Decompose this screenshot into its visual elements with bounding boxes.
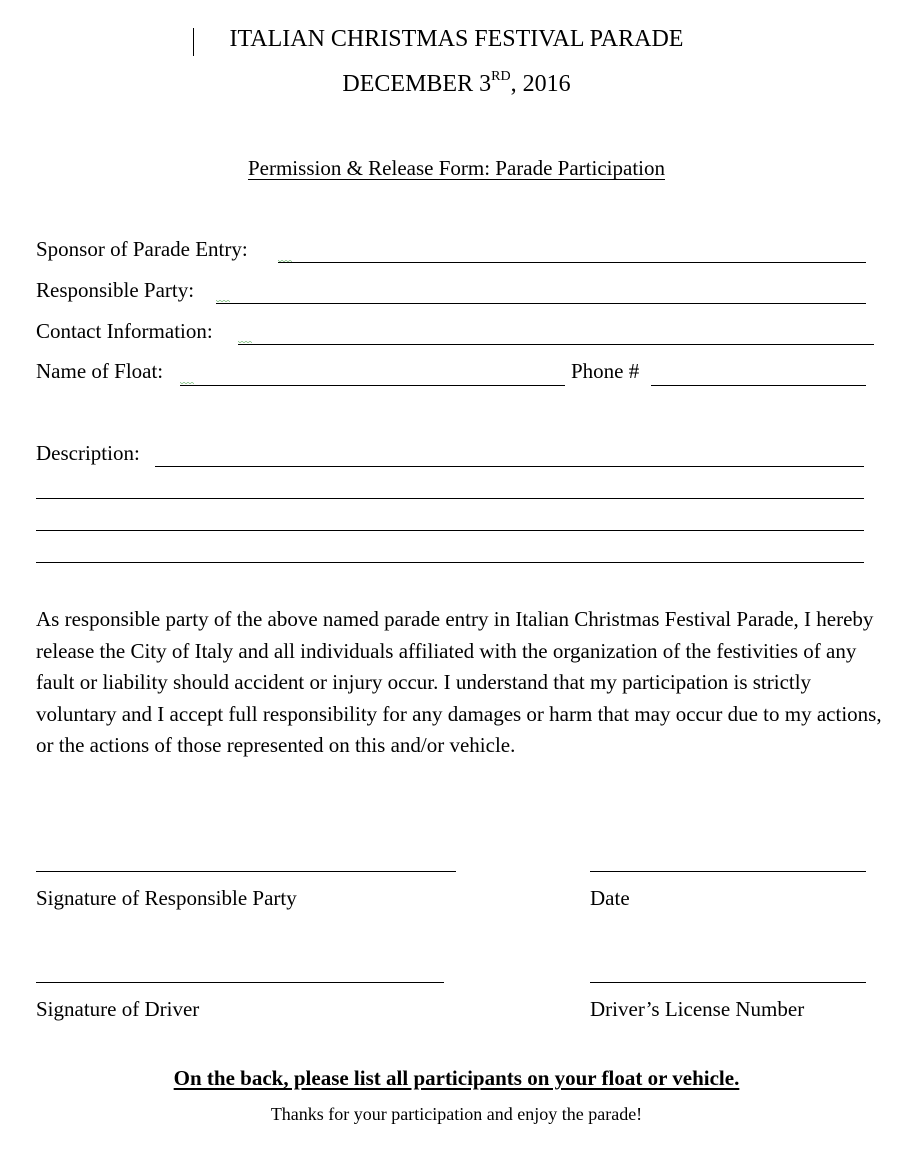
float-name-field[interactable] xyxy=(180,385,565,386)
driver-signature-line[interactable] xyxy=(36,982,444,983)
phone-field[interactable] xyxy=(651,385,866,386)
date-line[interactable] xyxy=(590,871,866,872)
license-line[interactable] xyxy=(590,982,866,983)
driver-signature-label: Signature of Driver xyxy=(36,997,200,1021)
license-label: Driver’s License Number xyxy=(590,997,805,1021)
contact-label: Contact Information: xyxy=(36,319,213,343)
float-name-label: Name of Float: xyxy=(36,359,164,383)
back-side-note: On the back, please list all participants on your float or vehicle. xyxy=(173,1066,740,1090)
form-subtitle: Permission & Release Form: Parade Participation xyxy=(247,156,665,180)
responsible-signature-label: Signature of Responsible Party xyxy=(36,886,297,910)
contact-field[interactable] xyxy=(238,344,874,345)
sponsor-label: Sponsor of Parade Entry: xyxy=(36,237,248,261)
description-line[interactable] xyxy=(36,562,864,563)
responsible-signature-line[interactable] xyxy=(36,871,456,872)
sponsor-field[interactable] xyxy=(278,262,866,263)
date-label: Date xyxy=(590,886,630,910)
responsible-party-label: Responsible Party: xyxy=(36,278,195,302)
release-statement: As responsible party of the above named parade entry in Italian Christmas Festival Parade, I hereby release the City of Italy and all individuals affiliated with the organization of the festivities of any fault or liability should accident or injury occur. I understand that my participation is strictly voluntary and I accept full responsibility for any damages or harm that may occur due to my actions, or the actions of those represented on this and/or vehicle. xyxy=(36,607,882,757)
event-date: DECEMBER 3RD, 2016 xyxy=(342,69,571,97)
description-line[interactable] xyxy=(36,498,864,499)
phone-label: Phone # xyxy=(571,359,640,383)
responsible-party-field[interactable] xyxy=(216,303,866,304)
thanks-note: Thanks for your participation and enjoy the parade! xyxy=(270,1104,643,1124)
description-line[interactable] xyxy=(36,530,864,531)
description-field[interactable] xyxy=(155,466,864,467)
document-title: ITALIAN CHRISTMAS FESTIVAL PARADE xyxy=(229,26,684,52)
description-label: Description: xyxy=(36,441,140,465)
